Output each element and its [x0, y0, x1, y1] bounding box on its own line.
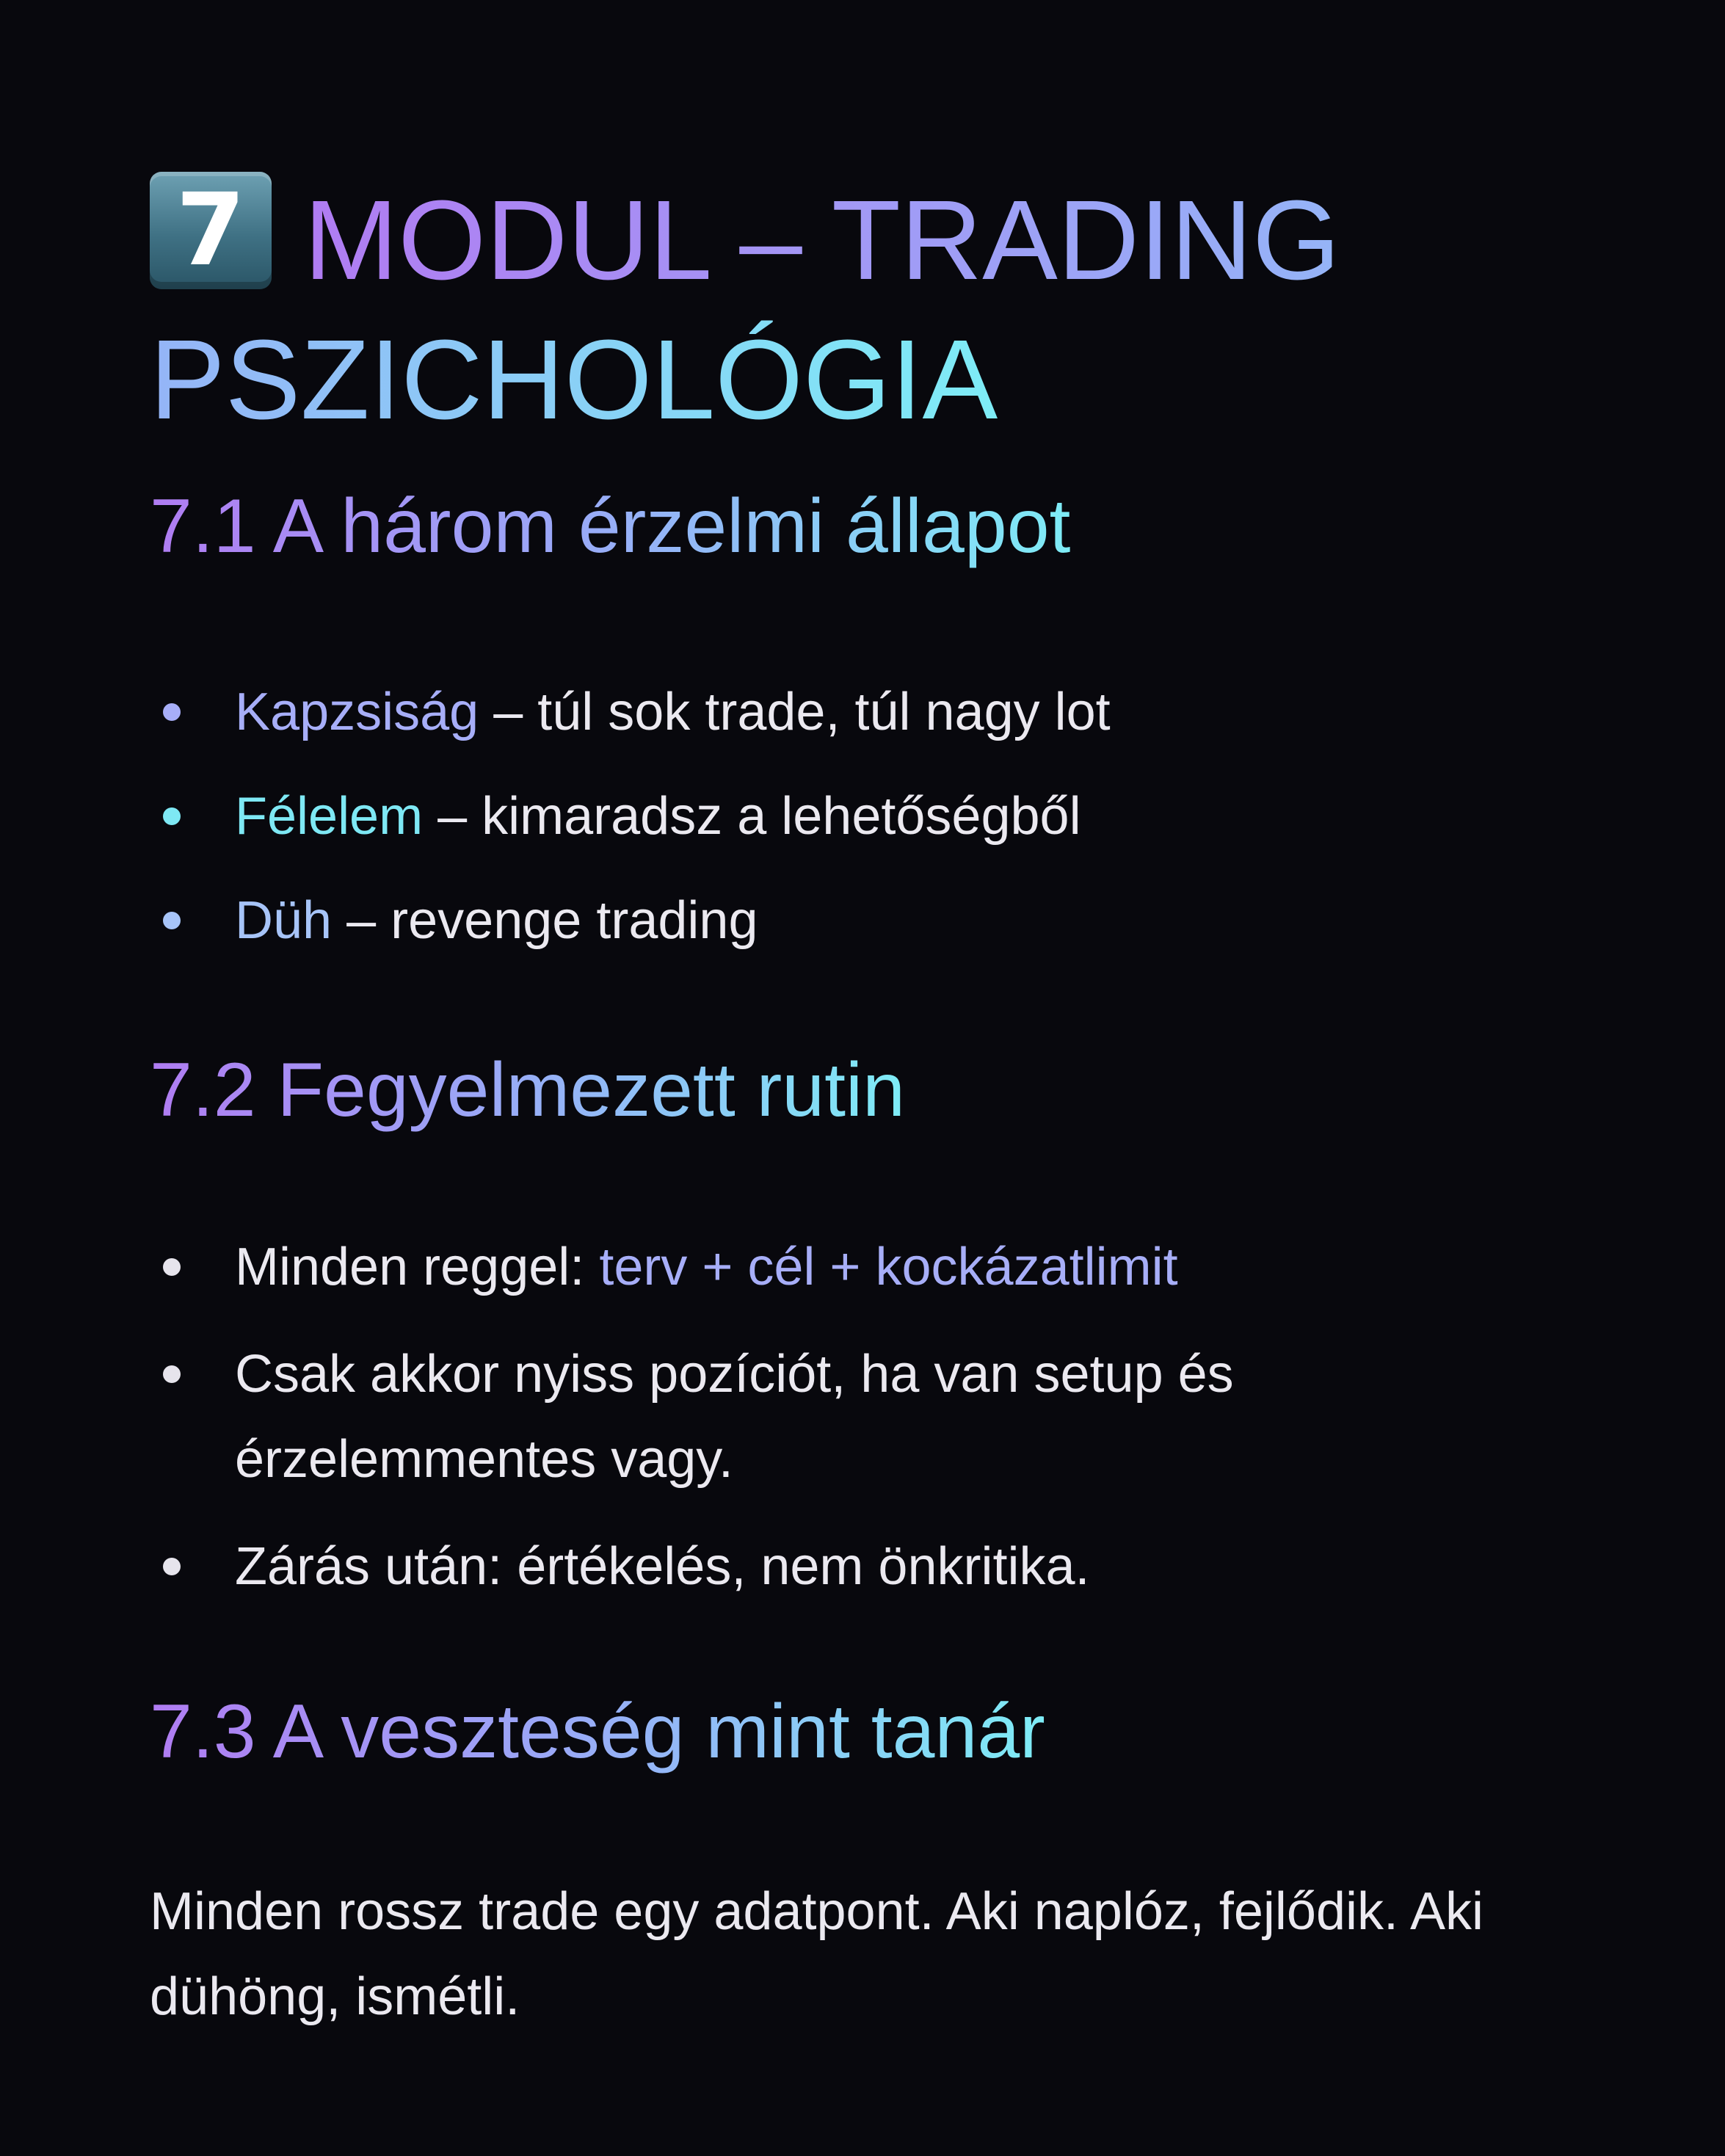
routine-after-close: Zárás után: értékelés, nem önkritika.	[235, 1537, 1090, 1596]
list-item	[150, 669, 1544, 755]
routine-open-position: Csak akkor nyiss pozíciót, ha van setup és érzelemmentes vagy.	[235, 1345, 1234, 1489]
routine-list	[150, 1224, 1354, 1609]
term-anger: Düh	[235, 891, 333, 950]
term-fear: Félelem	[235, 787, 424, 846]
section-heading-7-2: 7.2 Fegyelmezett rutin	[150, 1042, 905, 1138]
bullet-icon	[163, 1558, 181, 1575]
routine-morning-highlight: terv + cél + kockázatlimit	[599, 1238, 1178, 1296]
term-greed-description: – túl sok trade, túl nagy lot	[479, 683, 1111, 741]
section-heading-7-1: 7.1 A három érzelmi állapot	[150, 479, 1070, 574]
list-item	[150, 1524, 1354, 1609]
bullet-icon	[163, 912, 181, 929]
list-item	[150, 774, 1544, 859]
keycap-seven-icon: 7	[150, 172, 272, 289]
routine-morning-prefix: Minden reggel:	[235, 1238, 600, 1296]
module-title-text: MODUL – TRADING PSZICHOLÓGIA	[150, 177, 1340, 443]
bullet-icon	[163, 1365, 181, 1383]
term-fear-description: – kimaradsz a lehetőségből	[423, 787, 1081, 846]
emotional-states-list	[150, 669, 1544, 963]
bullet-icon	[163, 703, 181, 721]
section-heading-7-3: 7.3 A veszteség mint tanár	[150, 1684, 1045, 1779]
term-greed: Kapzsiság	[235, 683, 479, 741]
module-title	[150, 170, 1544, 449]
bullet-icon	[163, 1258, 181, 1276]
list-item	[150, 1224, 1354, 1310]
loss-teacher-paragraph: Minden rossz trade egy adatpont. Aki naplóz, fejlődik. Aki dühöng, ismétli.	[150, 1882, 1484, 2026]
term-anger-description: – revenge trading	[332, 891, 758, 950]
bullet-icon	[163, 807, 181, 825]
list-item	[150, 878, 1544, 963]
list-item	[150, 1332, 1354, 1502]
